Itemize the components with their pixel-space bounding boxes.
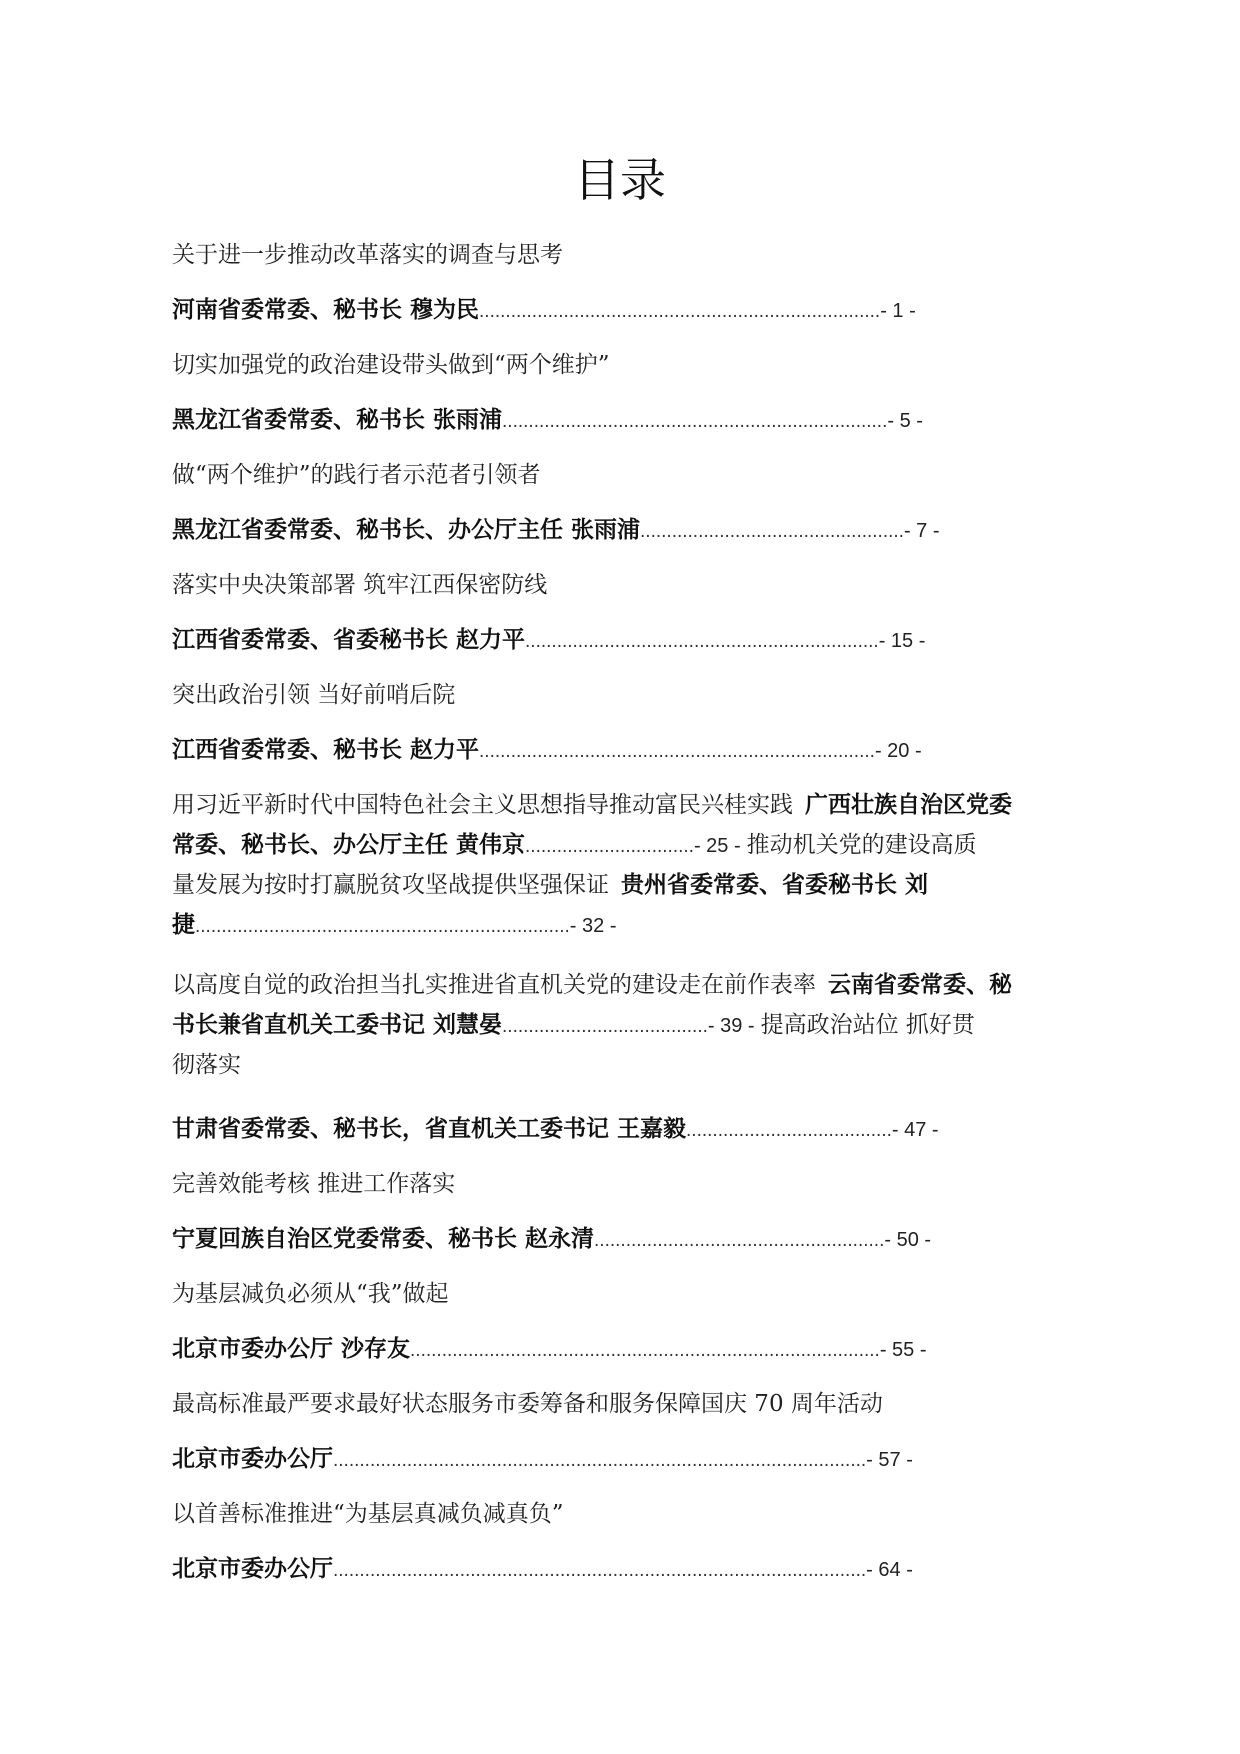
toc-entry-author: 贵州省委常委、省委秘书长 刘 xyxy=(621,872,929,898)
toc-dot-leader: ........................................................................... xyxy=(479,741,875,762)
toc-dot-leader: .................................................. xyxy=(640,521,904,542)
toc-dot-leader: ..................................................................................................... xyxy=(333,1450,867,1471)
toc-entry-author-line xyxy=(172,401,923,434)
toc-page-number: - 7 - xyxy=(903,520,940,542)
toc-entry-title: 做“两个维护”的践行者示范者引领者 xyxy=(172,462,541,488)
toc-entry-author-line xyxy=(172,511,940,544)
toc-entry-author: 捷 xyxy=(172,912,195,938)
toc-entry-author: 广西壮族自治区党委 xyxy=(805,792,1012,818)
toc-entry-author: 常委、秘书长、办公厅主任 黄伟京 xyxy=(172,832,526,858)
toc-page-number: - 15 - xyxy=(878,630,926,652)
toc-page-number: - 5 - xyxy=(887,410,923,432)
toc-runon-line xyxy=(172,906,616,939)
toc-entry-author-line xyxy=(172,621,925,654)
toc-entry-author-line xyxy=(172,1220,931,1253)
toc-entry-title: 推动机关党的建设高质 xyxy=(746,832,977,858)
toc-dot-leader: ................................................................... xyxy=(525,631,879,652)
toc-entry-author: 河南省委常委、秘书长 穆为民 xyxy=(172,297,480,323)
toc-dot-leader: ......................................................................... xyxy=(502,411,888,432)
toc-entry-author: 北京市委办公厅 沙存友 xyxy=(172,1336,411,1362)
toc-entry-title: 以高度自觉的政治担当扎实推进省直机关党的建设走在前作表率 xyxy=(172,972,816,998)
toc-page-number: - 57 - xyxy=(866,1449,913,1471)
toc-runon-line xyxy=(172,966,1012,999)
toc-page-number: - 47 - xyxy=(891,1119,939,1141)
toc-entry-title: 关于进一步推动改革落实的调查与思考 xyxy=(172,242,563,268)
toc-dot-leader: ....................................... xyxy=(502,1016,708,1037)
toc-entry-author-line xyxy=(172,291,916,324)
toc-entry-title: 彻落实 xyxy=(172,1052,241,1078)
toc-page-number: - 64 - xyxy=(866,1559,913,1581)
toc-entry-title: 突出政治引领 当好前哨后院 xyxy=(172,682,456,708)
toc-entry-author-line xyxy=(172,731,922,764)
toc-entry-author-line xyxy=(172,1110,939,1143)
toc-runon-line xyxy=(172,866,928,899)
toc-dot-leader: ......................................................................................... xyxy=(410,1340,880,1361)
toc-runon-line xyxy=(172,1006,975,1039)
toc-entry-title: 用习近平新时代中国特色社会主义思想指导推动富民兴桂实践 xyxy=(172,792,793,818)
toc-page-number: - 1 - xyxy=(880,300,916,322)
toc-runon-line xyxy=(172,786,1012,819)
toc-entry-author-line xyxy=(172,1550,913,1583)
toc-entry-title: 完善效能考核 推进工作落实 xyxy=(172,1171,456,1197)
toc-page-number: - 32 - xyxy=(569,915,617,937)
toc-entry-author: 江西省委常委、秘书长 赵力平 xyxy=(172,737,480,763)
toc-entry-author-line xyxy=(172,1440,913,1473)
toc-entry-author: 黑龙江省委常委、秘书长、办公厅主任 张雨浦 xyxy=(172,517,641,543)
toc-entry-title: 落实中央决策部署 筑牢江西保密防线 xyxy=(172,572,548,598)
toc-dot-leader: ................................ xyxy=(525,836,694,857)
toc-page-number: - 20 - xyxy=(874,740,922,762)
toc-entry-author: 宁夏回族自治区党委常委、秘书长 赵永清 xyxy=(172,1226,595,1252)
toc-entry-title: 以首善标准推进“为基层真减负减真负” xyxy=(172,1501,564,1527)
toc-entry-author: 北京市委办公厅 xyxy=(172,1556,333,1582)
toc-entry-author-line xyxy=(172,1330,927,1363)
toc-entry-title: 为基层减负必须从“我”做起 xyxy=(172,1281,449,1307)
toc-page-number: - 55 - xyxy=(879,1339,927,1361)
toc-entry-author: 书长兼省直机关工委书记 刘慧晏 xyxy=(172,1012,503,1038)
toc-dot-leader: ....................................................................... xyxy=(195,916,570,937)
toc-dot-leader: ............................................................................ xyxy=(479,301,881,322)
toc-entry-author: 北京市委办公厅 xyxy=(172,1446,333,1472)
toc-entry-title: 最高标准最严要求最好状态服务市委筹备和服务保障国庆 70 周年活动 xyxy=(172,1391,883,1417)
toc-entry-title: 切实加强党的政治建设带头做到“两个维护” xyxy=(172,352,610,378)
toc-page-number: - 25 - xyxy=(693,835,741,857)
toc-dot-leader: ..................................................................................................... xyxy=(333,1560,867,1581)
toc-dot-leader: ....................................... xyxy=(686,1120,892,1141)
toc-entry-title: 提高政治站位 抓好贯 xyxy=(760,1012,975,1038)
toc-page-number: - 50 - xyxy=(884,1229,932,1251)
toc-entry-author: 甘肃省委常委、秘书长，省直机关工委书记 王嘉毅 xyxy=(172,1116,687,1142)
toc-dot-leader: ....................................................... xyxy=(594,1230,885,1251)
toc-page-number: - 39 - xyxy=(707,1015,755,1037)
toc-title: 目录 xyxy=(574,153,666,207)
toc-runon-line xyxy=(172,826,977,859)
toc-entry-title: 量发展为按时打赢脱贫攻坚战提供坚强保证 xyxy=(172,872,609,898)
toc-entry-author: 云南省委常委、秘 xyxy=(828,972,1012,998)
toc-entry-author: 黑龙江省委常委、秘书长 张雨浦 xyxy=(172,407,503,433)
toc-entry-author: 江西省委常委、省委秘书长 赵力平 xyxy=(172,627,526,653)
